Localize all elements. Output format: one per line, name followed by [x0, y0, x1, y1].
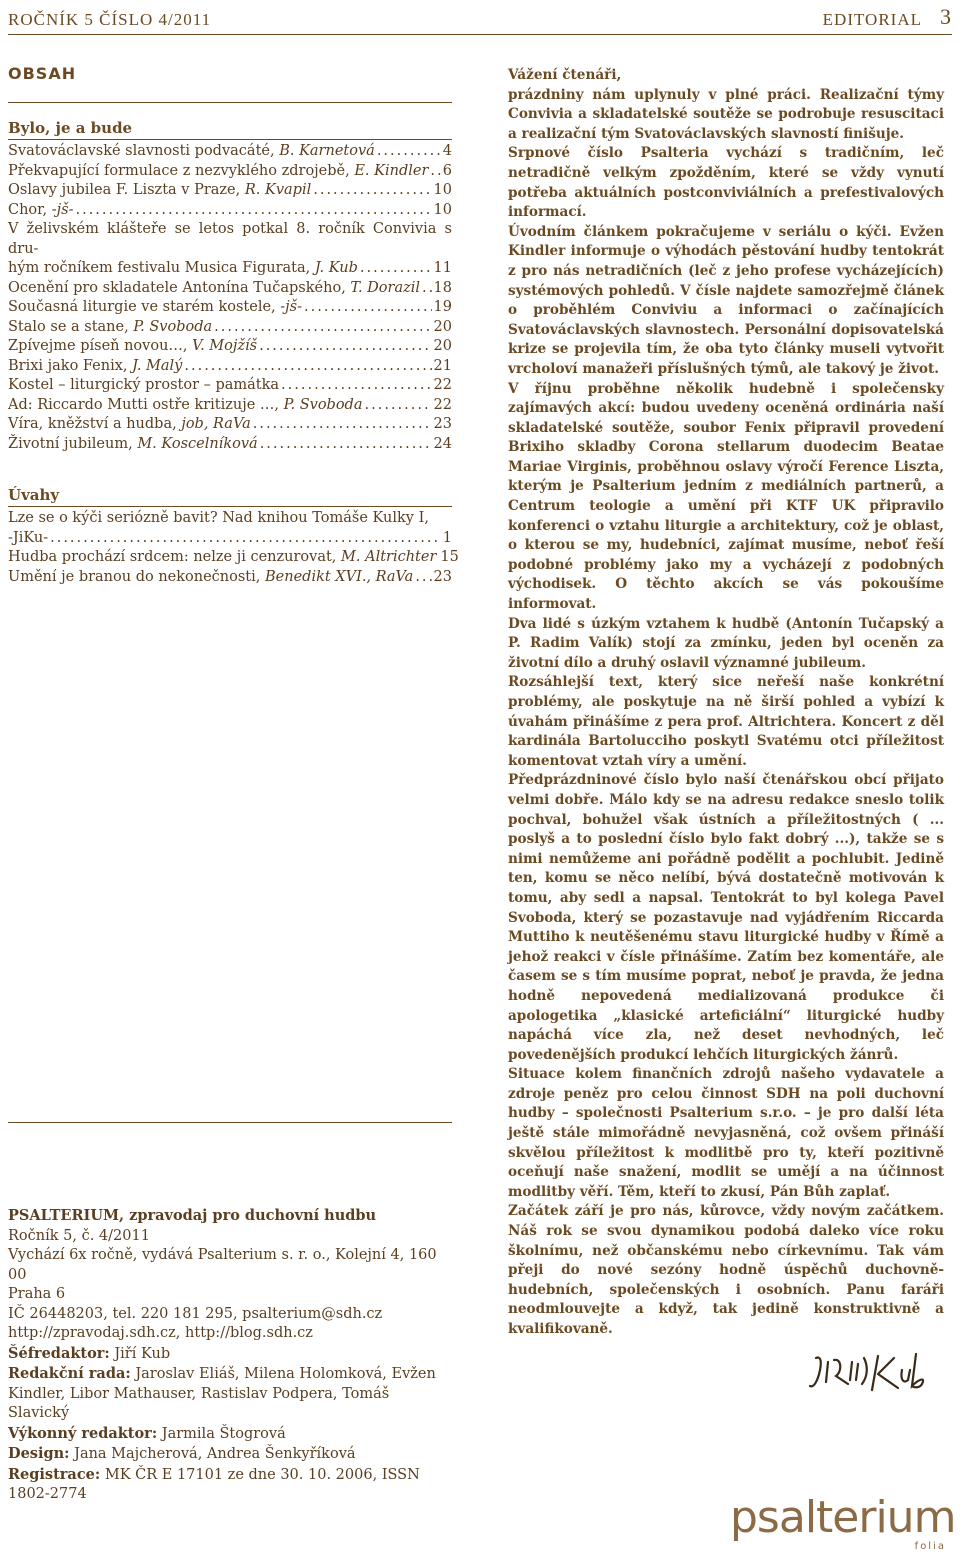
toc-entry[interactable] [8, 415, 452, 435]
imprint-design: Design: Jana Majcherová, Andrea Šenkyříková [8, 1445, 356, 1462]
toc-entry-title: Překvapující formulace z nezvyklého zdrojebě, [8, 162, 350, 179]
toc-leader-dots [281, 376, 432, 396]
toc-entry[interactable] [8, 568, 452, 588]
page-number: 3 [940, 4, 952, 29]
toc-entry-title: Současná liturgie ve starém kostele, [8, 299, 276, 315]
toc-leader-dots [422, 279, 432, 299]
toc-entry-page: 22 [433, 377, 452, 393]
toc-leader-dots [260, 435, 432, 455]
toc-entry-page: 20 [433, 338, 452, 354]
toc-entry[interactable] [8, 181, 452, 201]
toc-entry-page: 4 [442, 143, 452, 159]
toc-leader-dots [214, 318, 431, 338]
toc-entry-title: V želivském klášteře se letos potkal 8. ročník Convivia s dru- [8, 221, 452, 257]
toc-entry[interactable] [8, 529, 452, 549]
imprint-title: PSALTERIUM, zpravodaj pro duchovní hudbu [8, 1207, 377, 1224]
toc-entry[interactable] [8, 337, 452, 357]
toc-entry-page: 1 [442, 529, 452, 546]
editorial-paragraph: Situace kolem finančních zdrojů našeho vydavatele a zdroje peněz pro celou činnost SDH na poli duchovní hudby – společnosti Psalterium s.r.o. – je pro další léta ještě stále mimořádně nevyjasněná, což ovšem přináší skvělou příležitost k modlitbě pro ty, kteří pozitivně oceňují naše snažení, modlit se umějí a na účinnost modlitby věří. Těm, kteří to zkusí, Pán Bůh zaplať. [508, 1066, 944, 1200]
editorial-paragraph: Srpnové číslo Psalteria vychází s tradičním, leč netradičně velkým zpožděním, které se vždy vynutí potřeba aktuálních postconviviálních a prefestivalových informací. [508, 145, 944, 221]
imprint-volume: Ročník 5, č. 4/2011 [8, 1227, 150, 1244]
toc-entry-page: 20 [433, 318, 452, 335]
signature [808, 1346, 944, 1403]
signature-image [808, 1346, 928, 1396]
toc-entry-author: V. Mojžíš [192, 338, 258, 354]
toc-entry-author: M. Altrichter [341, 549, 437, 565]
toc-entry-page: 10 [433, 201, 452, 218]
toc-leader-dots [253, 415, 432, 435]
toc-title: OBSAH [8, 64, 77, 83]
toc-entry-title: Zpívejme píseň novou…, [8, 338, 188, 354]
imprint-publisher: Vychází 6x ročně, vydává Psalterium s. r. o., Kolejní 4, 160 00 [8, 1247, 437, 1283]
toc-entry-author: E. Kindler [354, 162, 429, 179]
toc-entry[interactable] [8, 298, 452, 318]
toc-entry-title: Umění je branou do nekonečnosti, [8, 568, 261, 585]
toc-leader-dots [415, 568, 431, 588]
toc-entry-title: Hudba prochází srdcem: nelze ji cenzurovat, [8, 549, 337, 565]
imprint-contact: IČ 26448203, tel. 220 181 295, psalterium@sdh.cz [8, 1305, 383, 1322]
psalterium-logo [730, 1492, 956, 1552]
toc-leader-dots [304, 298, 432, 318]
toc-entry[interactable] [8, 279, 452, 299]
editorial-paragraph: prázdniny nám uplynuly v plné práci. Realizační týmy Convivia a skladatelské soutěže se podrobuje resuscitaci a realizační tým Svatováclavských slavností finišuje. [508, 86, 944, 142]
imprint-exec: Výkonný redaktor: Jarmila Štogrová [8, 1424, 286, 1442]
toc-entry[interactable] [8, 509, 452, 529]
editorial-paragraph: Úvodním článkem pokračujeme v seriálu o kýči. Evžen Kindler informuje o výhodách pěstování hudby tentokrát z pro nás netradičních (leč z jeho profese vycházejících) systémových pohledů. V čísle najdete samozřejmě článek o proběhlém Conviviu a informaci o začínajících Svatováclavských slavnostech. Personální dopisovatelská krize se projevila tím, že oba tyto články museli vytvořit vrcholoví manažeři příslušných týmů, ale takový je život. [508, 223, 944, 377]
toc-leader-dots [259, 337, 431, 357]
toc-entry-author: J. Malý [132, 357, 183, 374]
toc-section-heading: Úvahy [8, 486, 452, 507]
section-label: EDITORIAL [822, 10, 922, 29]
toc-entry[interactable] [8, 376, 452, 396]
toc-entry-title: Chor, [8, 201, 48, 218]
toc-sections [8, 119, 459, 587]
imprint-chief: Šéfredaktor: Jiří Kub [8, 1344, 171, 1362]
toc-entry-author: M. Koscelníková [137, 435, 258, 452]
editorial-paragraph: Předprázdninové číslo bylo naší čtenářskou obcí přijato velmi dobře. Málo kdy se na adresu redakce sneslo tolik pochval, bohužel však ústních a příležitostných ( ... poslyš a to poslední číslo bylo fakt dobrý ...), takže se s nimi nemůžeme ani pořádně podělit a pochlubit. Jedině ten, komu se něco nelíbí, bývá dostatečně motivován k tomu, aby sedl a napsal. Tentokrát to byl kolega Pavel Svoboda, který se pozastavuje nad vyjádřením Riccarda Muttiho k neutěšenému stavu liturgické hudby v Římě a jehož reakci v čísle přinášíme. Zatím bez komentáře, ale časem se s tím musíme poprat, neboť je pravda, že jedna hodně nepovedená medializovaná produkce či apologetika „klasické arteficiální“ liturgické hudby napáchá více zla, než deset nevhodných, leč povedenějších produkcí lehčích liturgických žánrů. [508, 772, 944, 1063]
toc-entry-author: T. Dorazil [350, 279, 421, 296]
toc-entry-page: 10 [433, 182, 452, 198]
toc-entry-author: B. Karnetová [279, 143, 375, 159]
imprint-board: Redakční rada: Jaroslav Eliáš, Milena Holomková, Evžen Kindler, Libor Mathauser, Rastislav Podpera, Tomáš Slavický [8, 1365, 436, 1421]
toc-entry[interactable] [8, 259, 452, 279]
toc-entry-page: 24 [433, 435, 452, 452]
imprint-registration: Registrace: MK ČR E 17101 ze dne 30. 10. 2006, ISSN 1802-2774 [8, 1465, 420, 1502]
toc-entry-title: Kostel – liturgický prostor – památka [8, 377, 280, 393]
toc-entry-page: 11 [433, 260, 452, 276]
toc-entry-page: 22 [433, 396, 452, 413]
toc-entry-author: P. Svoboda [133, 318, 213, 335]
toc-entry-page: 19 [433, 299, 452, 315]
toc-entry-author: job, RaVa [181, 416, 251, 432]
editorial-paragraph: Rozsáhlejší text, který sice neřeší naše konkrétní problémy, ale poskytuje na ně širší pohled a vybízí k úvahám přinášíme z pera prof. Altrichtera. Koncert z děl kardinála Bartolucciho poskytl Svatému otci příležitost komentovat vztah víry a umění. [508, 674, 944, 769]
toc-divider [8, 102, 452, 103]
toc-entry-page: 6 [442, 162, 452, 179]
toc-entry-author: Benedikt XVI., RaVa [265, 568, 414, 585]
toc-entry-author: -jš- [280, 299, 303, 315]
toc-entry-title: Ad: Riccardo Mutti ostře kritizuje …, [8, 396, 280, 413]
toc-entry[interactable] [8, 142, 452, 162]
toc-leader-dots [365, 396, 432, 416]
toc-entry[interactable] [8, 318, 452, 338]
toc-entry-title: hým ročníkem festivalu Musica Figurata, [8, 260, 311, 276]
toc-leader-dots [50, 529, 441, 549]
editorial [508, 66, 944, 1402]
toc-entry-author: J. Kub [314, 260, 358, 276]
toc-entry[interactable] [8, 357, 452, 377]
editorial-paragraph: V říjnu proběhne několik hudebně i společensky zajímavých akcí: budou uvedeny oceněná ordinária naší skladatelské soutěže, soubor Fenix připravil provedení Brixiho skladby Corona stellarum duodecim Beatae Mariae Virginis, proběhnou oslavy výročí Ference Liszta, kterým je Psalterium jedním z mediálních partnerů, a Centrum teologie a umění při KTF UK připravilo konferenci o vztahu liturgie a architektury, což je oblast, o kterou se my, hudebníci, zajímat musíme, neboť řeší podobné problémy jako my a vycházejí z podobných východisek. O těchto akcích se vás pokoušíme informovat. [508, 380, 944, 613]
page-header [8, 4, 952, 32]
toc-leader-dots [75, 201, 431, 221]
toc-entry-page: 18 [433, 279, 452, 296]
editorial-paragraph: Začátek září je pro nás, kůrovce, vždy novým začátkem. Náš rok se svou dynamikou podobá daleko více roku školnímu, než občanskému nebo církevnímu. Tak vám přeji do nové sezóny hodně úspěchů duchovně-hudebních, společenských i osobních. Panu faráři neodmlouvejte a když, tak jedině konstruktivně a kvalifikovaně. [508, 1203, 944, 1337]
toc-entry-page: 23 [433, 568, 452, 585]
toc-section-heading: Bylo, je a bude [8, 119, 452, 140]
logo-wordmark: psalterium [730, 1492, 956, 1543]
toc-entry-title: Lze se o kýči seriózně bavit? Nad knihou Tomáše Kulky I, [8, 510, 429, 526]
toc-entry[interactable] [8, 396, 452, 416]
editorial-paragraph: Dva lidé s úzkým vztahem k hudbě (Antonín Tučapský a P. Radim Valík) stojí za zmínku, jeden byl oceněn za životní dílo a druhý oslavil významné jubileum. [508, 615, 944, 671]
imprint-web: http://zpravodaj.sdh.cz, http://blog.sdh.cz [8, 1325, 313, 1341]
toc-entry-page: 23 [433, 416, 452, 432]
imprint [8, 1206, 452, 1505]
toc-entry-title: Svatováclavské slavnosti podvacáté, [8, 143, 275, 159]
toc-leader-dots [313, 181, 431, 201]
toc-entry[interactable] [8, 435, 452, 455]
imprint-city: Praha 6 [8, 1286, 66, 1302]
editorial-greeting: Vážení čtenáři, [508, 67, 622, 83]
toc-entry-author: R. Kvapil [244, 182, 312, 198]
header-divider [8, 34, 952, 35]
toc-entry[interactable] [8, 162, 452, 182]
toc-entry[interactable] [8, 201, 452, 221]
toc-entry[interactable] [8, 548, 459, 568]
issue-label: ROČNÍK 5 ČÍSLO 4/2011 [8, 10, 212, 29]
toc-leader-dots [430, 162, 440, 182]
table-of-contents [8, 64, 459, 587]
toc-entry-title: Životní jubileum, [8, 435, 133, 452]
toc-entry-page: 21 [433, 357, 452, 374]
logo-subtitle: folia [914, 1541, 946, 1552]
toc-entry-page: 15 [440, 549, 459, 565]
toc-entry-title: Oslavy jubilea F. Liszta v Praze, [8, 182, 241, 198]
toc-leader-dots [360, 259, 432, 279]
imprint-divider [8, 1122, 452, 1123]
toc-entry-title: Ocenění pro skladatele Antonína Tučapského, [8, 279, 346, 296]
toc-entry-title: Stalo se a stane, [8, 318, 129, 335]
toc-entry-title: Brixi jako Fenix, [8, 357, 128, 374]
toc-entry-author: P. Svoboda [283, 396, 363, 413]
toc-leader-dots [184, 357, 431, 377]
toc-entry-title: Víra, kněžství a hudba, [8, 416, 177, 432]
toc-entry-author: -jš- [51, 201, 74, 218]
toc-entry[interactable] [8, 220, 452, 259]
toc-leader-dots [377, 142, 441, 162]
editorial-body [508, 86, 944, 1340]
toc-entry-title: -JiKu- [8, 529, 49, 546]
